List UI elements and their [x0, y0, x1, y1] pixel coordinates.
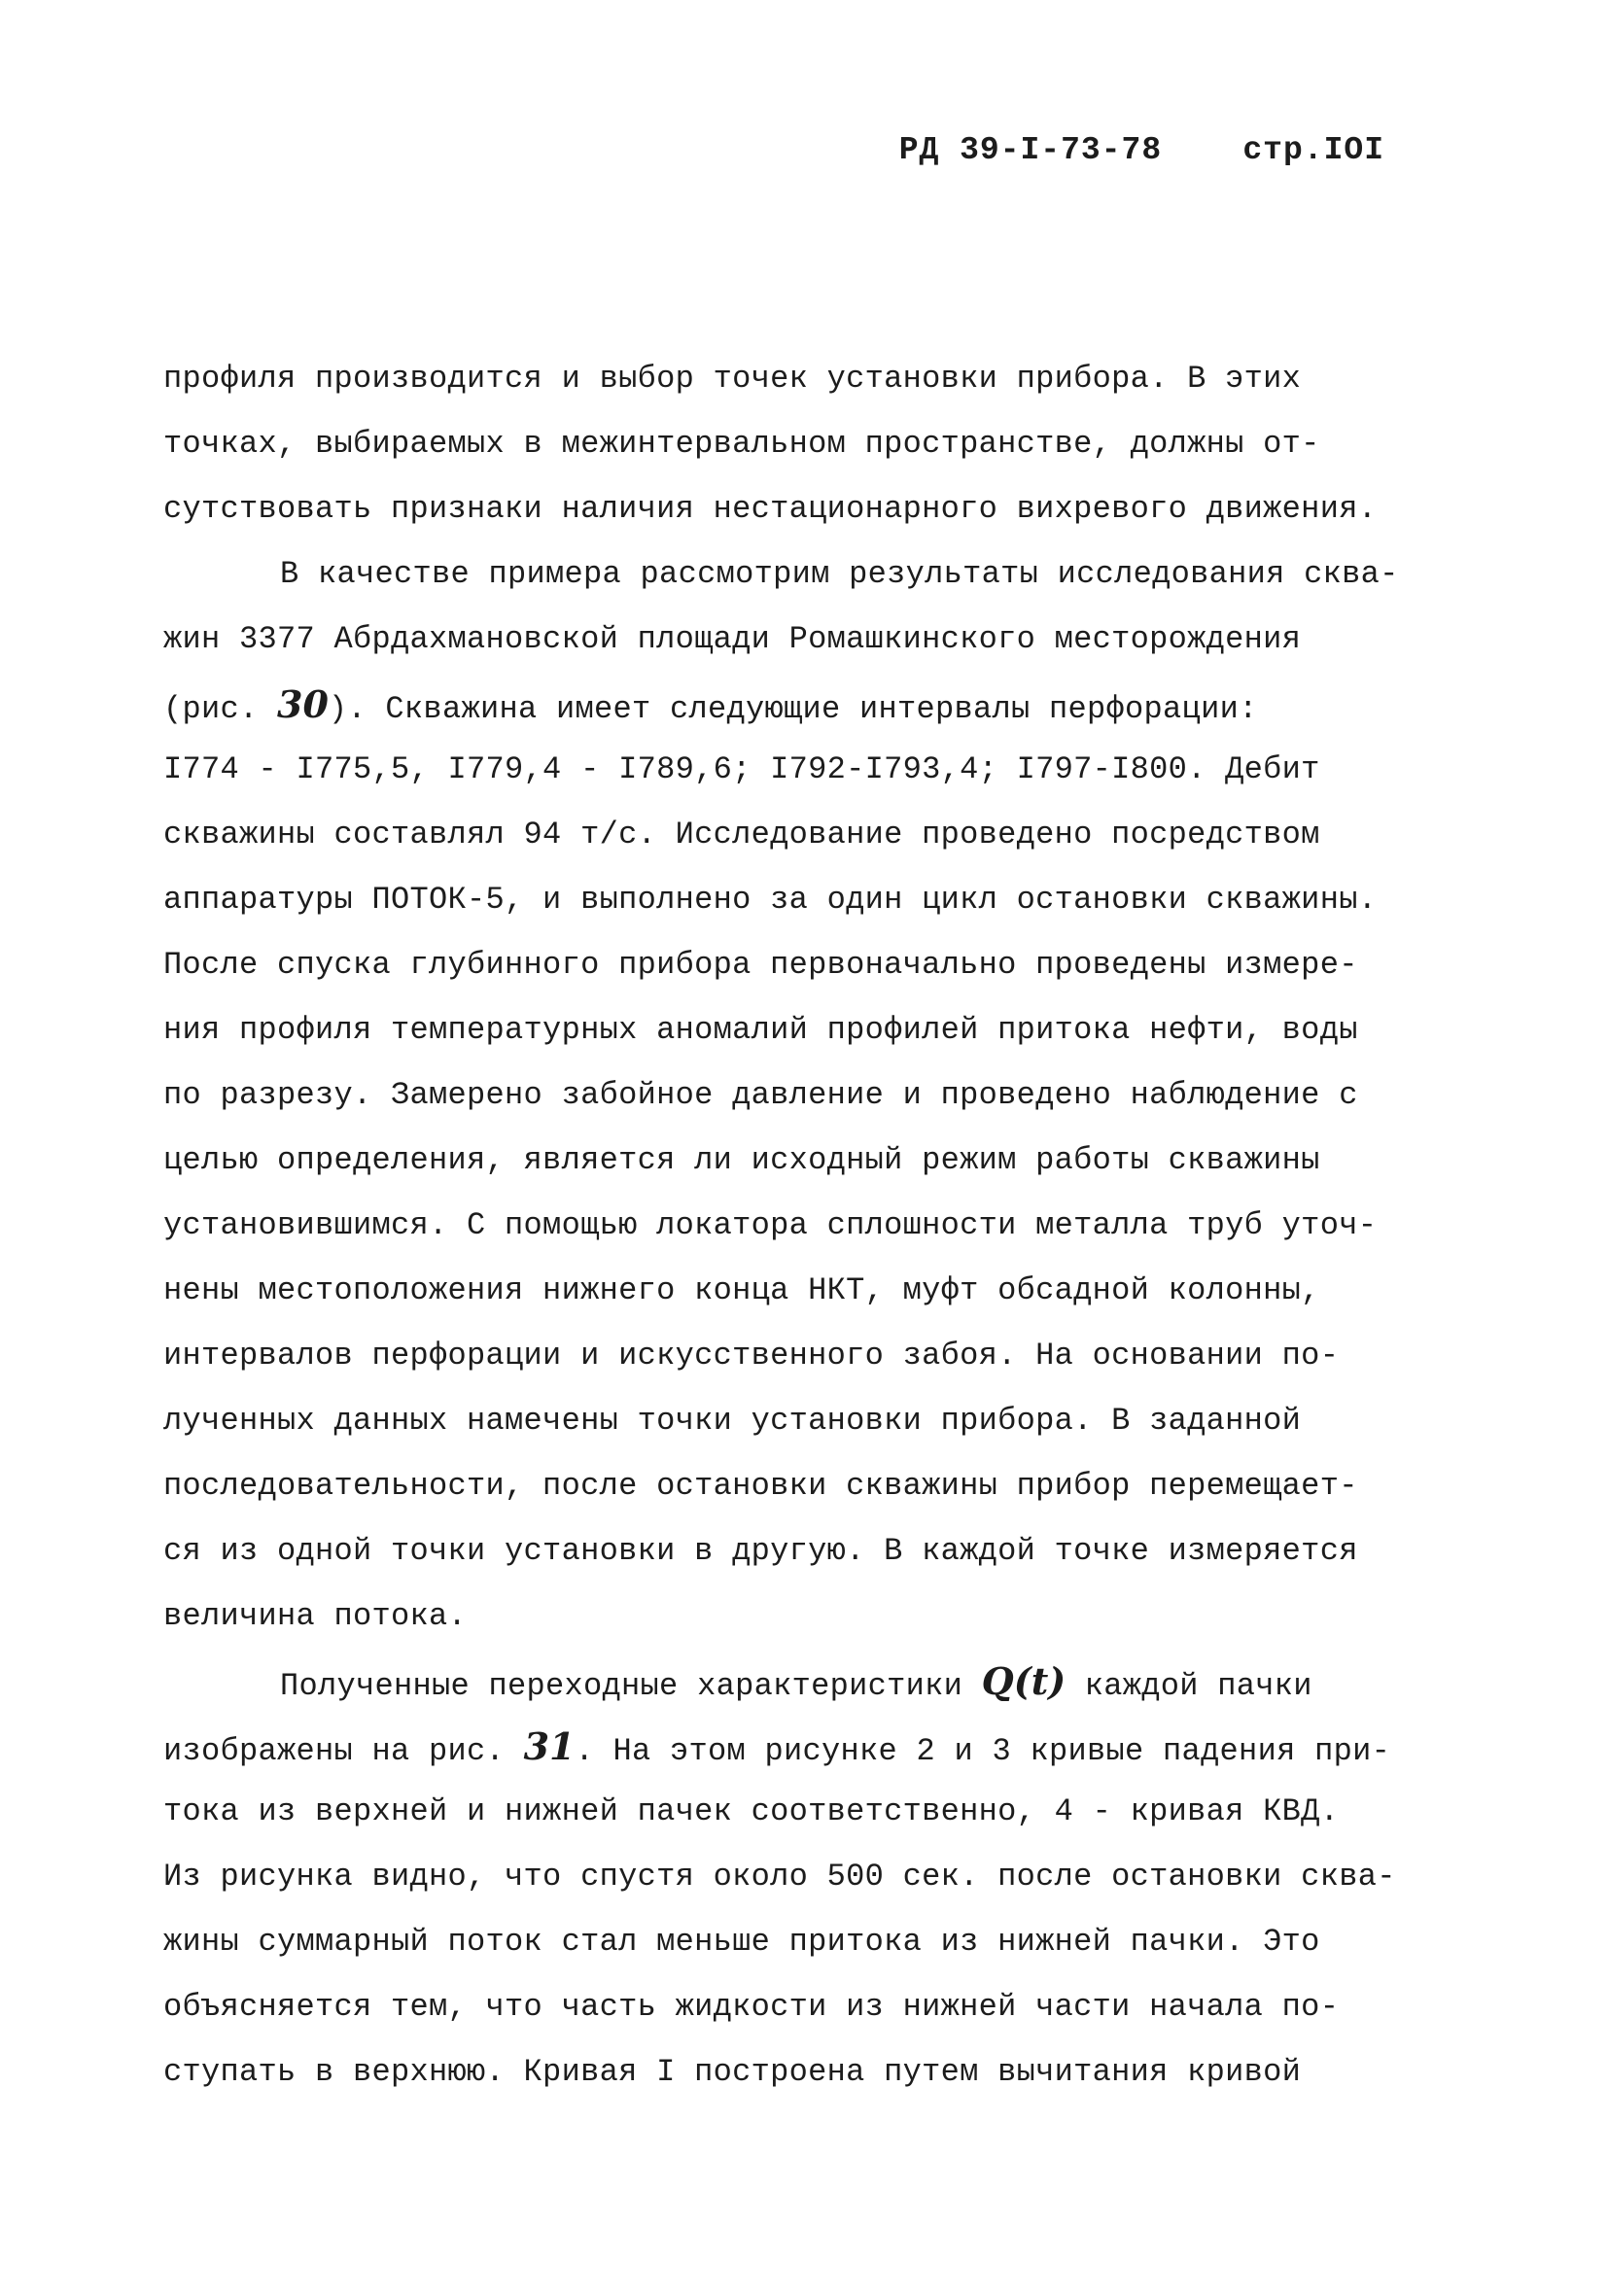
page-header: [899, 132, 1384, 168]
text-line: скважины составлял 94 т/с. Исследование проведено посредством: [163, 817, 1320, 852]
text-line: последовательности, после остановки скважины прибор перемещает-: [163, 1468, 1358, 1504]
text-line: После спуска глубинного прибора первоначально проведены измере-: [163, 947, 1358, 983]
text-line: тока из верхней и нижней пачек соответственно, 4 - кривая КВД.: [163, 1793, 1340, 1829]
text-line: величина потока.: [163, 1598, 468, 1634]
text-line-with-figure-ref: [163, 685, 1437, 724]
text-line: I774 - I775,5, I779,4 - I789,6; I792-I793,4; I797-I800. Дебит: [163, 751, 1320, 787]
text-fragment: . На этом рисунке 2 и 3 кривые падения при-: [575, 1733, 1391, 1766]
text-line: жин 3377 Абрдахмановской площади Ромашкинского месторождения: [163, 621, 1302, 657]
text-line: ся из одной точки установки в другую. В каждой точке измеряется: [163, 1533, 1358, 1569]
text-line: нены местоположения нижнего конца НКТ, муфт обсадной колонны,: [163, 1272, 1320, 1308]
text-line-with-figure-ref: [163, 1727, 1437, 1766]
text-line: интервалов перфорации и искусственного забоя. На основании по-: [163, 1338, 1340, 1374]
text-fragment: изображены на рис.: [163, 1733, 524, 1766]
document-code: РД 39-I-73-78: [898, 132, 1163, 168]
text-line: аппаратуры ПОТОК-5, и выполнено за один цикл остановки скважины.: [163, 882, 1378, 918]
text-line: объясняется тем, что часть жидкости из нижней части начала по-: [163, 1989, 1340, 2025]
text-line-with-formula: [280, 1662, 1437, 1701]
page-number: стр.IOI: [1242, 132, 1384, 168]
text-line: точках, выбираемых в межинтервальном пространстве, должны от-: [163, 426, 1320, 462]
text-line: Из рисунка видно, что спустя около 500 сек. после остановки сква-: [163, 1859, 1396, 1895]
text-line: ступать в верхнюю. Кривая I построена путем вычитания кривой: [163, 2054, 1302, 2090]
text-line: В качестве примера рассмотрим результаты исследования сква-: [280, 556, 1399, 592]
handwritten-formula: Q(t): [981, 1662, 1066, 1701]
text-line: сутствовать признаки наличия нестационарного вихревого движения.: [163, 491, 1378, 527]
text-line: ния профиля температурных аномалий профилей притока нефти, воды: [163, 1012, 1358, 1048]
handwritten-figure-number: 30: [277, 685, 329, 724]
text-fragment: (рис.: [163, 691, 278, 724]
handwritten-figure-number: 31: [523, 1727, 576, 1766]
text-fragment: каждой пачки: [1066, 1668, 1312, 1701]
text-line: целью определения, является ли исходный режим работы скважины: [163, 1142, 1320, 1178]
text-line: жины суммарный поток стал меньше притока из нижней пачки. Это: [163, 1924, 1320, 1960]
text-line: установившимся. С помощью локатора сплошности металла труб уточ-: [163, 1207, 1378, 1243]
text-fragment: ). Скважина имеет следующие интервалы перфорации:: [328, 691, 1258, 724]
text-line: профиля производится и выбор точек установки прибора. В этих: [163, 361, 1302, 397]
text-line: по разрезу. Замерено забойное давление и проведено наблюдение с: [163, 1077, 1358, 1113]
text-fragment: Полученные переходные характеристики: [280, 1668, 982, 1701]
text-line: лученных данных намечены точки установки прибора. В заданной: [163, 1403, 1302, 1439]
